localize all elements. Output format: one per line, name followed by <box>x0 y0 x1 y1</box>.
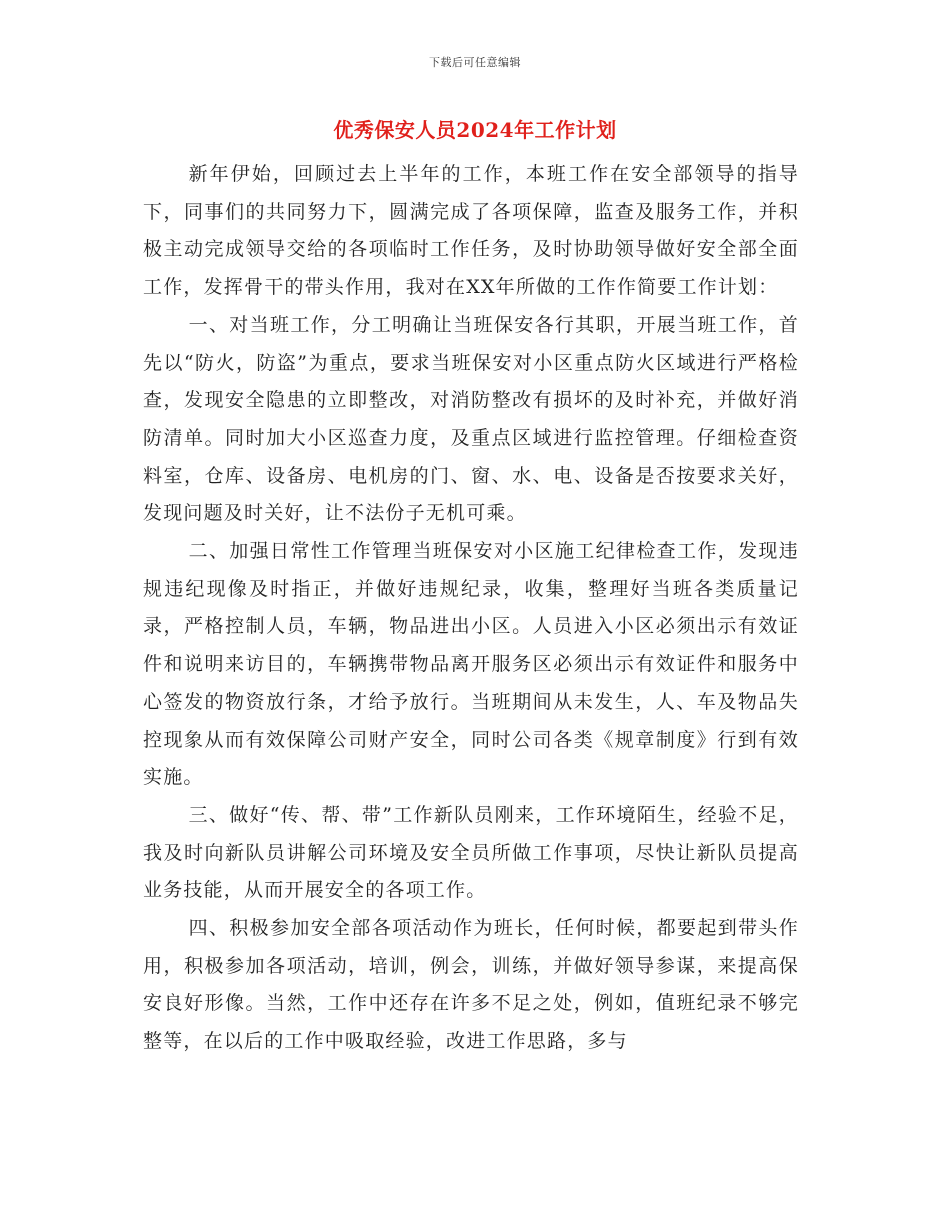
document-body <box>143 156 799 1061</box>
paragraph-section-1: 一、对当班工作，分工明确让当班保安各行其职，开展当班工作，首先以“防火，防盗”为重点，要求当班保安对小区重点防火区域进行严格检查，发现安全隐患的立即整改，对消防整改有损坏的及时补充，并做好消防清单。同时加大小区巡查力度，及重点区域进行监控管理。仔细检查资料室，仓库、设备房、电机房的门、窗、水、电、设备是否按要求关好，发现问题及时关好，让不法份子无机可乘。 <box>143 313 799 525</box>
document-title: 优秀保安人员2024年工作计划 <box>333 118 617 142</box>
paragraph-section-4: 四、积极参加安全部各项活动作为班长，任何时候，都要起到带头作用，积极参加各项活动，培训，例会，训练，并做好领导参谋，来提高保安良好形像。当然，工作中还存在许多不足之处，例如，值班纪录不够完整等，在以后的工作中吸取经验，改进工作思路，多与 <box>143 917 799 1053</box>
paragraph-section-2: 二、加强日常性工作管理当班保安对小区施工纪律检查工作，发现违规违纪现像及时指正，并做好违规纪录，收集，整理好当班各类质量记录，严格控制人员，车辆，物品进出小区。人员进入小区必须出示有效证件和说明来访目的，车辆携带物品离开服务区必须出示有效证件和服务中心签发的物资放行条，才给予放行。当班期间从未发生，人、车及物品失控现象从而有效保障公司财产安全，同时公司各类《规章制度》行到有效实施。 <box>143 540 799 789</box>
paragraph-section-3: 三、做好“传、帮、带”工作新队员刚来，工作环境陌生，经验不足，我及时向新队员讲解公司环境及安全员所做工作事项，尽快让新队员提高业务技能，从而开展安全的各项工作。 <box>143 803 799 902</box>
paragraph-intro: 新年伊始，回顾过去上半年的工作，本班工作在安全部领导的指导下，同事们的共同努力下，圆满完成了各项保障，监查及服务工作，并积极主动完成领导交给的各项临时工作任务，及时协助领导做好安全部全面工作，发挥骨干的带头作用，我对在XX年所做的工作作简要工作计划： <box>143 163 799 299</box>
header-note: 下载后可任意编辑 <box>429 56 521 69</box>
